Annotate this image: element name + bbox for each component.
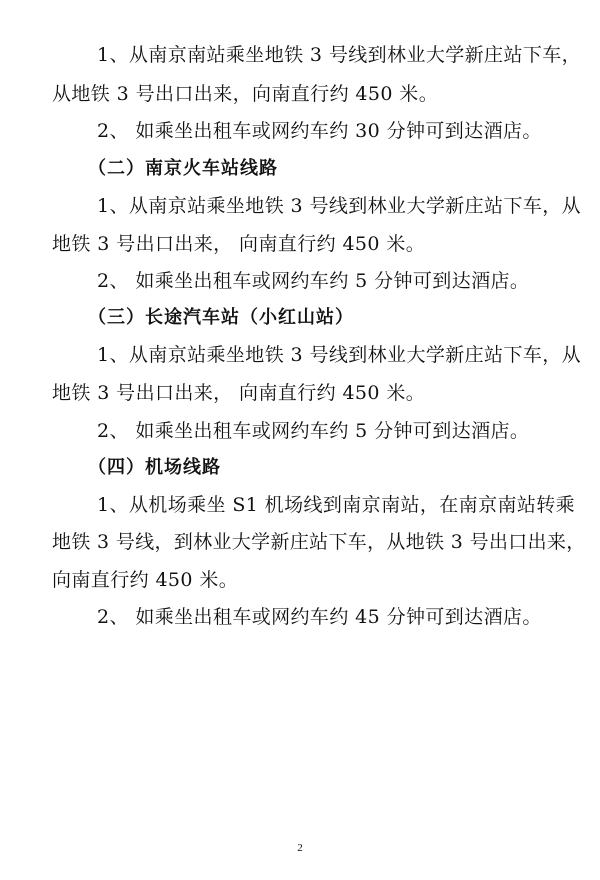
- paragraph-line: 地铁 3 号出口出来， 向南直行约 450 米。: [52, 233, 426, 255]
- paragraph-line: 2、 如乘坐出租车或网约车约 5 分钟可到达酒店。: [97, 270, 530, 292]
- paragraph-line: 地铁 3 号线，到林业大学新庄站下车，从地铁 3 号出口出来，: [52, 531, 586, 553]
- paragraph-line: 向南直行约 450 米。: [52, 569, 239, 591]
- section-heading: （二）南京火车站线路: [88, 158, 278, 179]
- page-number: 2: [297, 842, 303, 854]
- paragraph-line: 地铁 3 号出口出来， 向南直行约 450 米。: [52, 382, 426, 404]
- section-heading: （三）长途汽车站（小红山站）: [88, 307, 354, 328]
- section-heading: （四）机场线路: [88, 457, 221, 478]
- paragraph-line: 2、 如乘坐出租车或网约车约 5 分钟可到达酒店。: [97, 420, 530, 442]
- paragraph-line: 1、从南京南站乘坐地铁 3 号线到林业大学新庄站下车，: [97, 44, 582, 66]
- paragraph-line: 2、 如乘坐出租车或网约车约 45 分钟可到达酒店。: [97, 606, 542, 628]
- paragraph-line: 2、 如乘坐出租车或网约车约 30 分钟可到达酒店。: [97, 120, 542, 142]
- paragraph-line: 1、从南京站乘坐地铁 3 号线到林业大学新庄站下车，从: [97, 195, 582, 217]
- paragraph-line: 1、从机场乘坐 S1 机场线到南京南站，在南京南站转乘: [97, 494, 576, 516]
- paragraph-line: 从地铁 3 号出口出来，向南直行约 450 米。: [52, 83, 439, 105]
- paragraph-line: 1、从南京站乘坐地铁 3 号线到林业大学新庄站下车，从: [97, 344, 582, 366]
